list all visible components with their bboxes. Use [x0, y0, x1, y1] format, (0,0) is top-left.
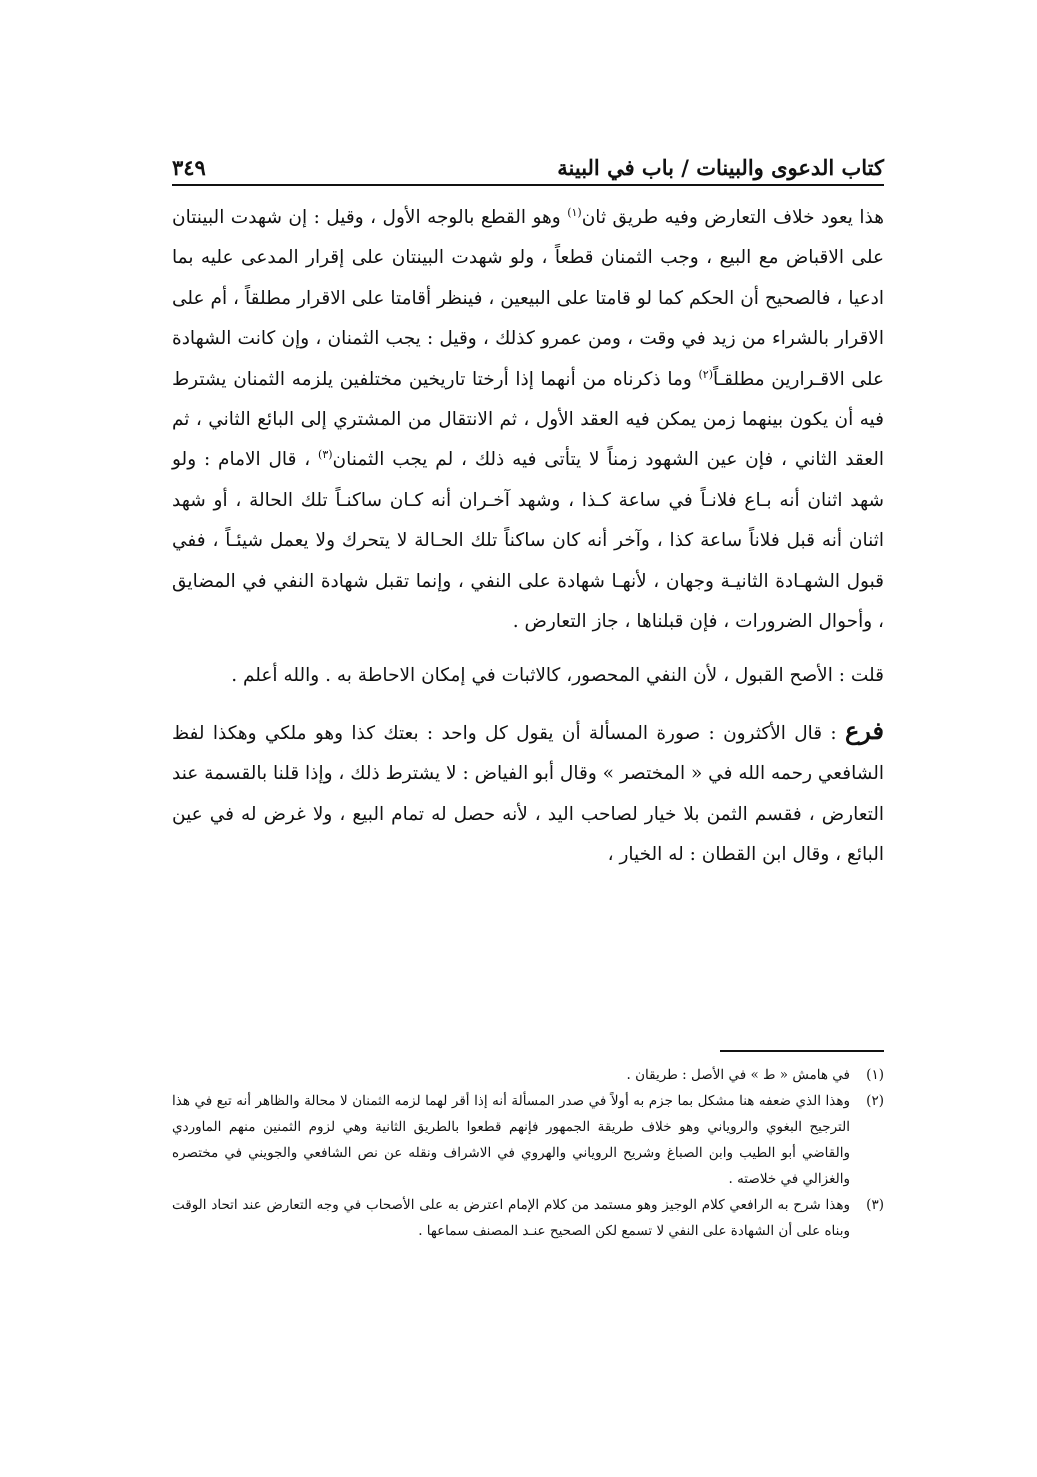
footnote-3	[172, 1192, 884, 1244]
footnote-1	[172, 1062, 884, 1088]
header-rule	[172, 184, 884, 186]
paragraph-3: فرع : قال الأكثرون : صورة المسألة أن يقول كل واحد : بعتك كذا وهو ملكي وهكذا لفظ الشافعي رحمه الله في « المختصر » وقال أبو الفياض : لا يشترط ذلك ، وإذا قلنا بالقسمة عند التعارض ، فقسم الثمن بلا خيار لصاحب اليد ، لأنه حصل له تمام البيع ، ولا غرض له في عين البائع ، وقال ابن القطان : له الخيار ،	[172, 715, 884, 866]
footnote-text: وهذا الذي ضعفه هنا مشكل بما جزم به أولاً في صدر المسألة أنه إذا أقر لهما لزمه الثمنان لا محالة والظاهر أنه تبع في هذا الترجيح البغوي والروياني وهو خلاف طريقة الجمهور فإنهم قطعوا بالطريق الثانية وهي لزوم الثمنين منهم الماوردي والقاضي أبو الطيب وابن الصباغ وشريح الروياني والهروي في الاشراف ونقله عن نص الشافعي والجويني في مختصره والغزالي في خلاصته .	[172, 1093, 850, 1187]
footnote-2	[172, 1088, 884, 1192]
footnote-number: (٢)	[866, 1093, 884, 1109]
footnotes	[172, 1062, 884, 1244]
footnote-number: (١)	[866, 1067, 884, 1083]
paragraph-1: هذا يعود خلاف التعارض وفيه طريق ثان$^{(١)}$ وهو القطع بالوجه الأول ، وقيل : إن شهدت البينتان على الاقباض مع البيع ، وجب الثمنان قطعاً ، ولو شهدت البينتان على إقرار المدعى عليه بما ادعيا ، فالصحيح أن الحكم كما لو قامتا على البيعين ، فينظر أقامتا على الاقرار مطلقاً ، أم على الاقرار بالشراء من زيد في وقت ، ومن عمرو كذلك ، وقيل : يجب الثمنان ، وإن كانت الشهادة على الاقـرارين مطلقـاً$^{(٢)}$ وما ذكرناه من أنهما إذا أرختا تاريخين مختلفين يلزمه الثمنان يشترط فيه أن يكون بينهما زمن يمكن فيه العقد الأول ، ثم الانتقال من المشتري إلى البائع الثاني ، ثم العقد الثاني ، فإن عين الشهود زمناً لا يتأتى فيه ذلك ، لم يجب الثمنان$^{(٣)}$ ، قال الامام : ولو شهد اثنان أنه بـاع فلانـاً في ساعة كـذا ، وشهد آخـران أنه كـان ساكنـاً تلك الحالة ، أو شهد اثنان أنه قبل فلاناً ساعة كذا ، وآخر أنه كان ساكناً تلك الحـالة لا يتحرك ولا يعمل شيئـاً ، ففي قبول الشهـادة الثانيـة وجهان ، لأنهـا شهادة على النفي ، وإنما تقبل شهادة النفي في المضايق ، وأحوال الضرورات ، فإن قبلناها ، جاز التعارض .	[172, 205, 884, 633]
page-number: ٣٤٩	[172, 155, 206, 180]
section-lead-word: فرع	[844, 715, 884, 745]
main-text	[172, 198, 884, 876]
page-header	[172, 140, 884, 180]
running-title: كتاب الدعوى والبينات / باب في البينة	[557, 155, 884, 180]
footnote-text: في هامش « ط » في الأصل : طريقان .	[626, 1067, 850, 1083]
footnote-number: (٣)	[866, 1197, 884, 1213]
footnote-ref-1: (١)	[567, 205, 582, 219]
footnote-ref-2: (٢)	[698, 367, 714, 381]
paragraph-2: قلت : الأصح القبول ، لأن النفي المحصور، كالاثبات في إمكان الاحاطة به . والله أعلم .	[231, 665, 884, 687]
footnote-rule	[720, 1050, 884, 1052]
footnote-ref-3: (٣)	[318, 448, 333, 462]
footnote-text: وهذا شرح به الرافعي كلام الوجيز وهو مستمد من كلام الإمام اعترض به على الأصحاب في وجه التعارض عند اتحاد الوقت وبناه على أن الشهادة على النفي لا تسمع لكن الصحيح عنـد المصنف سماعها .	[172, 1197, 850, 1239]
